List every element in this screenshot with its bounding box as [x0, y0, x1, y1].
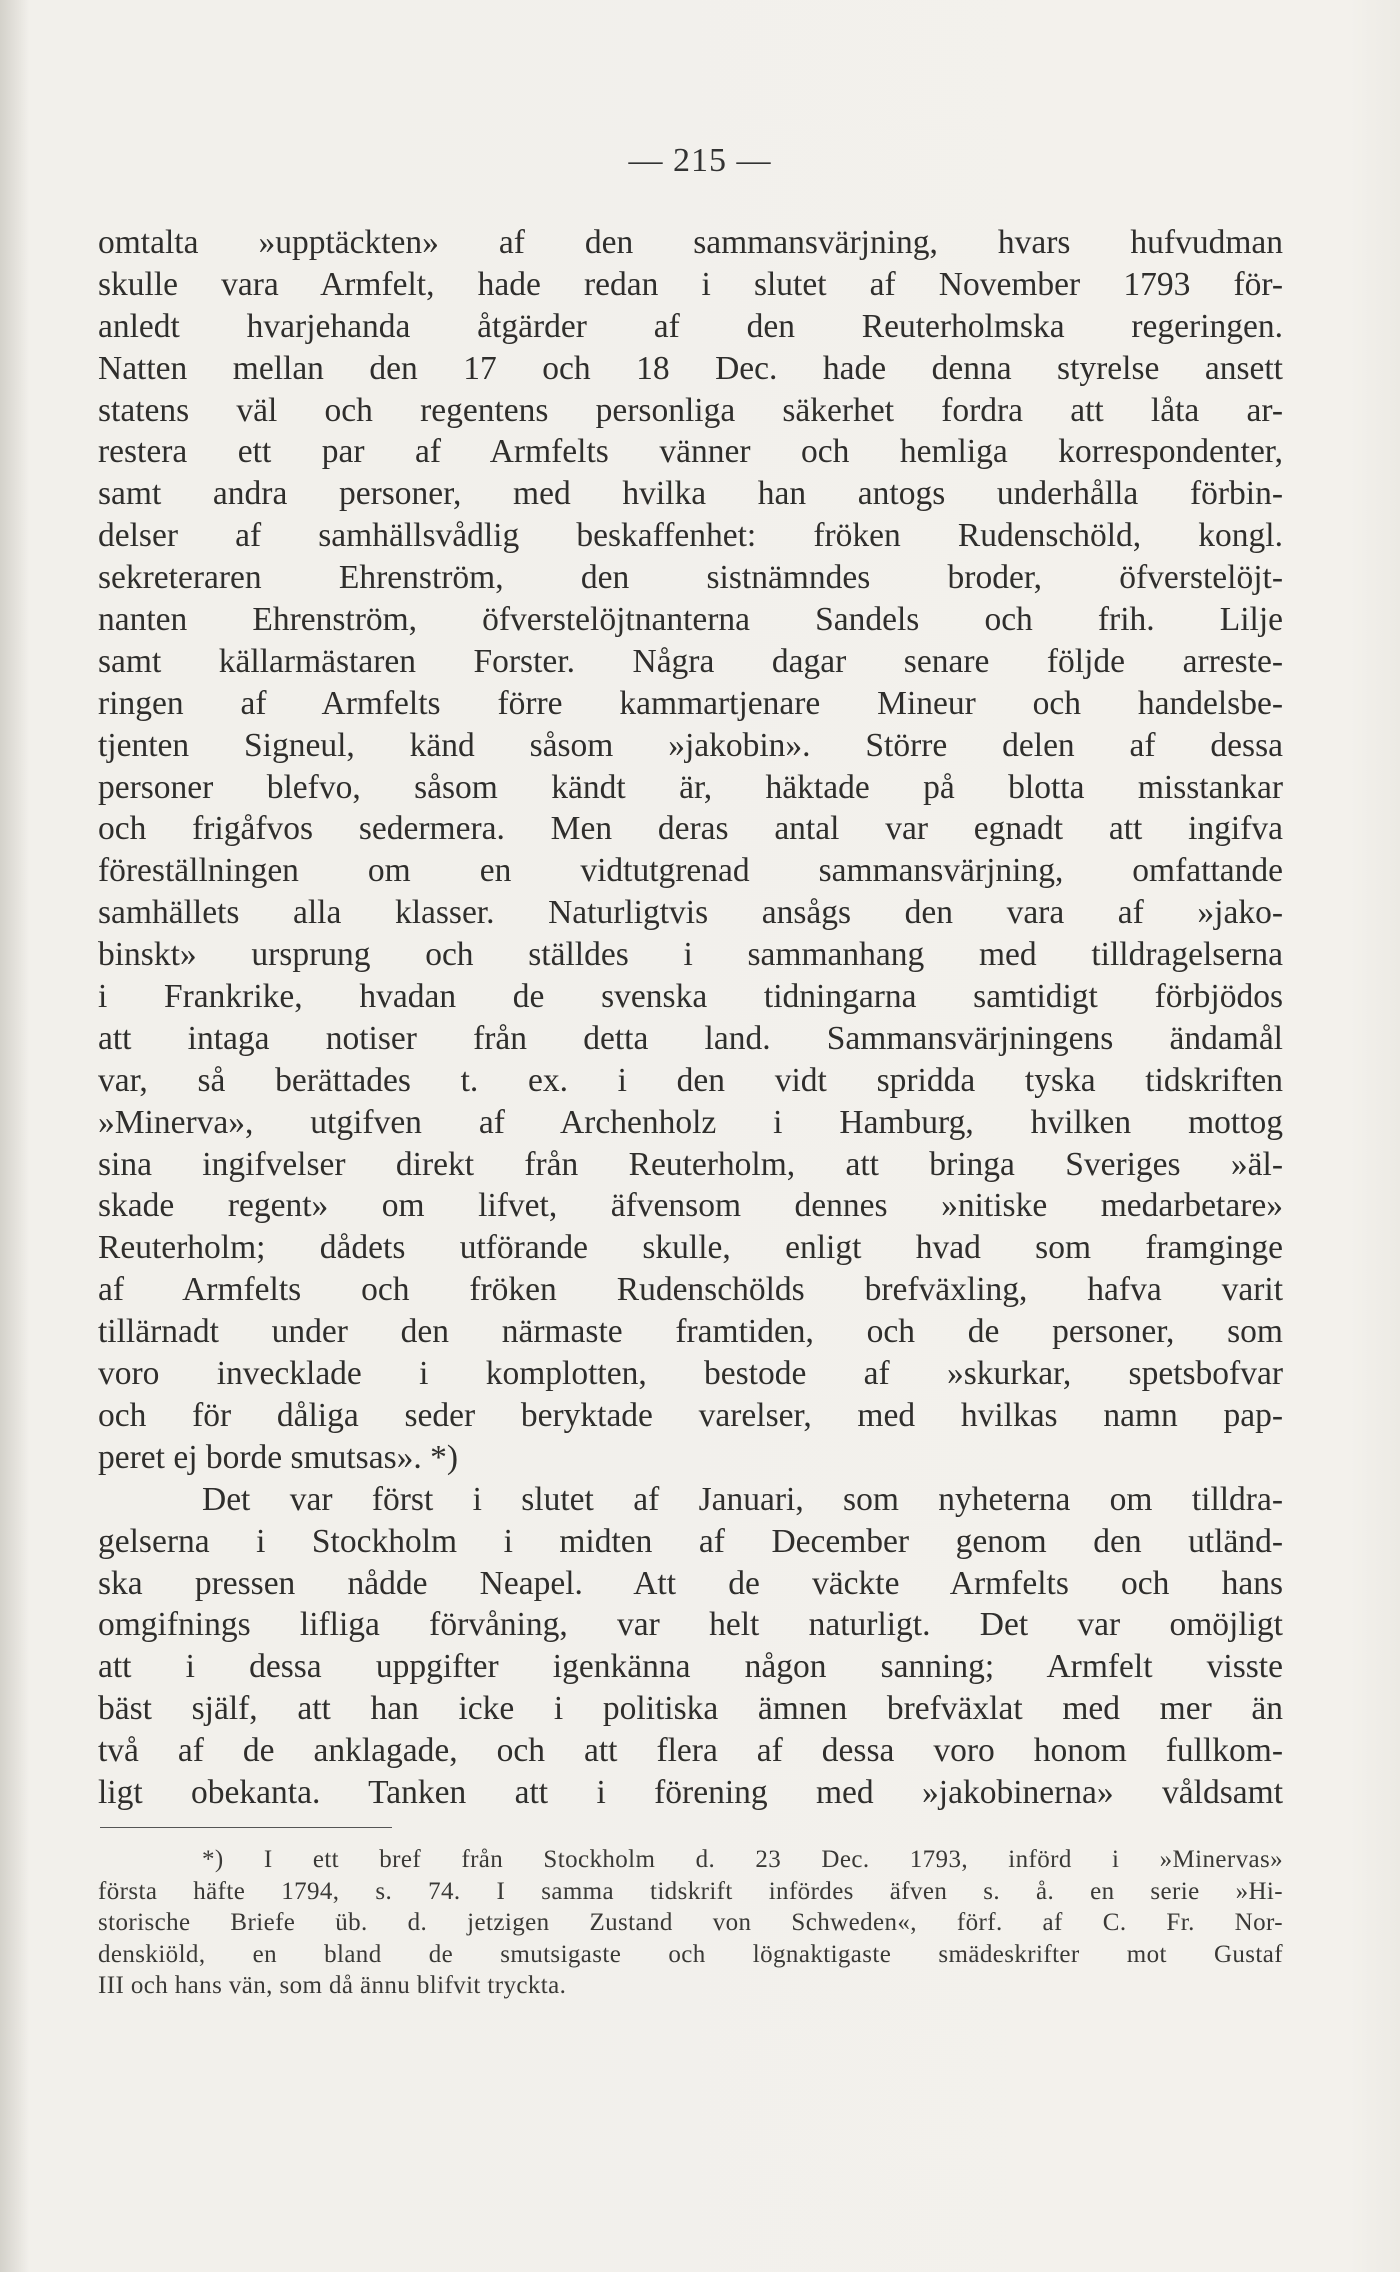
binding-shadow	[0, 0, 30, 2272]
body-line: Natten mellan den 17 och 18 Dec. hade denna styrelse ansett	[98, 349, 1283, 387]
body-line: i Frankrike, hvadan de svenska tidningarna samtidigt förbjödos	[98, 978, 1283, 1016]
body-line: binskt» ursprung och ställdes i sammanhang med tilldragelserna	[98, 936, 1283, 974]
body-line: gelserna i Stockholm i midten af December genom den utländ-	[98, 1522, 1283, 1560]
body-line: af Armfelts och fröken Rudenschölds brefväxling, hafva varit	[98, 1271, 1283, 1309]
body-text	[98, 222, 1283, 1814]
body-line: bäst själf, att han icke i politiska ämnen brefväxlat med mer än	[98, 1690, 1283, 1728]
body-line: samt andra personer, med hvilka han antogs underhålla förbin-	[98, 475, 1283, 513]
footnote-line: första häfte 1794, s. 74. I samma tidskrift infördes äfven s. å. en serie »Hi-	[98, 1877, 1283, 1905]
body-line: två af de anklagade, och att flera af dessa voro honom fullkom-	[98, 1732, 1283, 1770]
footnote	[98, 1844, 1283, 2002]
footnote-divider	[100, 1827, 392, 1828]
footnote-line: denskiöld, en bland de smutsigaste och lögnaktigaste smädeskrifter mot Gustaf	[98, 1940, 1283, 1968]
body-line: sina ingifvelser direkt från Reuterholm, att bringa Sveriges »äl-	[98, 1145, 1283, 1183]
body-line: personer blefvo, såsom kändt är, häktade på blotta misstankar	[98, 768, 1283, 806]
body-line: tillärnadt under den närmaste framtiden, och de personer, som	[98, 1313, 1283, 1351]
body-line: samhällets alla klasser. Naturligtvis ansågs den vara af »jako-	[98, 894, 1283, 932]
body-line: omtalta »upptäckten» af den sammansvärjning, hvars hufvudman	[98, 224, 1283, 261]
body-line: ligt obekanta. Tanken att i förening med »jakobinerna» våldsamt	[98, 1773, 1283, 1811]
body-line: samt källarmästaren Forster. Några dagar senare följde arreste-	[98, 642, 1283, 680]
body-line: tjenten Signeul, känd såsom »jakobin». Större delen af dessa	[98, 726, 1283, 764]
footnote-line: *) I ett bref från Stockholm d. 23 Dec. 1793, införd i »Minervas»	[202, 1846, 1283, 1873]
body-line: nanten Ehrenström, öfverstelöjtnanterna Sandels och frih. Lilje	[98, 601, 1283, 639]
body-line: att i dessa uppgifter igenkänna någon sanning; Armfelt visste	[98, 1648, 1283, 1686]
footnote-line: storische Briefe üb. d. jetzigen Zustand von Schweden«, förf. af C. Fr. Nor-	[98, 1909, 1283, 1936]
body-line: »Minerva», utgifven af Archenholz i Hamburg, hvilken mottog	[98, 1103, 1283, 1141]
body-line: statens väl och regentens personliga säkerhet fordra att låta ar-	[98, 391, 1283, 429]
body-line: restera ett par af Armfelts vänner och hemliga korrespondenter,	[98, 433, 1283, 471]
body-line: skulle vara Armfelt, hade redan i slutet af November 1793 för-	[98, 265, 1283, 303]
body-line: skade regent» om lifvet, äfvensom dennes »nitiske medarbetare»	[98, 1187, 1283, 1225]
page-number: — 215 —	[628, 142, 772, 179]
body-line: delser af samhällsvådlig beskaffenhet: fröken Rudenschöld, kongl.	[98, 517, 1283, 555]
body-line: ringen af Armfelts förre kammartjenare Mineur och handelsbe-	[98, 684, 1283, 722]
body-line: Reuterholm; dådets utförande skulle, enligt hvad som framginge	[98, 1229, 1283, 1267]
body-line-paragraph-start: Det var först i slutet af Januari, som nyheterna om tilldra-	[202, 1480, 1283, 1518]
body-line: sekreteraren Ehrenström, den sistnämndes broder, öfverstelöjt-	[98, 559, 1283, 597]
body-line: och frigåfvos sedermera. Men deras antal var egnadt att ingifva	[98, 810, 1283, 848]
body-line-paragraph-end: peret ej borde smutsas». *)	[98, 1438, 459, 1476]
footnote-line: III och hans vän, som då ännu blifvit tryckta.	[98, 1972, 567, 1999]
body-line: och för dåliga seder beryktade varelser, med hvilkas namn pap-	[98, 1396, 1283, 1434]
body-line: ska pressen nådde Neapel. Att de väckte Armfelts och hans	[98, 1564, 1283, 1602]
body-line: omgifnings lifliga förvåning, var helt naturligt. Det var omöjligt	[98, 1606, 1283, 1644]
body-line: anledt hvarjehanda åtgärder af den Reuterholmska regeringen.	[98, 307, 1283, 345]
body-line: att intaga notiser från detta land. Sammansvärjningens ändamål	[98, 1019, 1283, 1057]
body-line: föreställningen om en vidtutgrenad sammansvärjning, omfattande	[98, 852, 1283, 890]
body-line: var, så berättades t. ex. i den vidt spridda tyska tidskriften	[98, 1061, 1283, 1099]
body-line: voro invecklade i komplotten, bestode af »skurkar, spetsbofvar	[98, 1355, 1283, 1393]
